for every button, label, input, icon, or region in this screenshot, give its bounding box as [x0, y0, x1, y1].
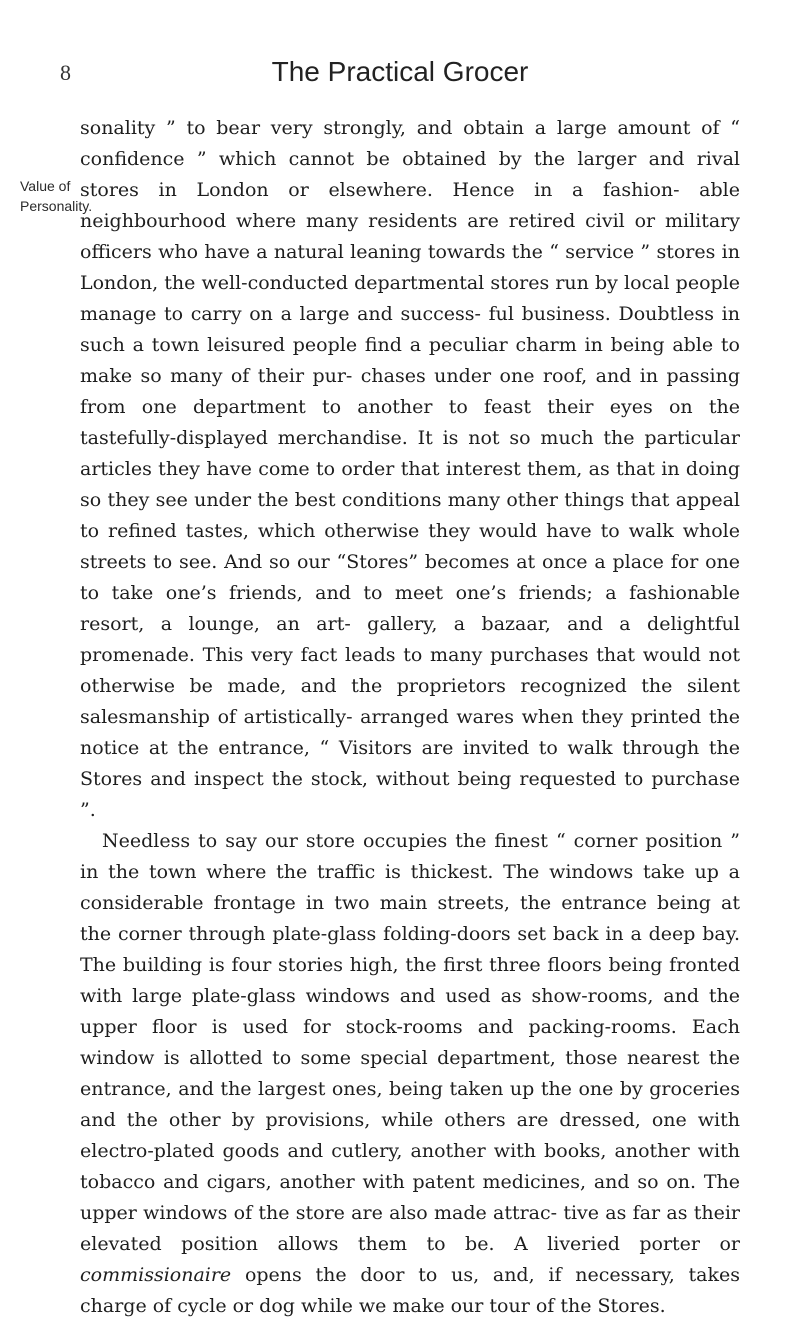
paragraph-2-text-b: opens the door to us, and, if necessary, takes charge of cycle or dog while we make our tour of the Stores.	[80, 1264, 740, 1317]
paragraph-1	[80, 113, 740, 826]
paragraph-2	[80, 826, 740, 1322]
paragraph-2-italic: commissionaire	[80, 1264, 232, 1286]
margin-note	[20, 176, 93, 216]
margin-note-line-1: Value of	[20, 178, 71, 194]
running-title: The Practical Grocer	[271, 56, 529, 87]
body-text	[80, 113, 740, 1322]
page-number: 8	[60, 60, 71, 85]
page-header	[0, 56, 800, 96]
paragraph-2-text-a: Needless to say our store occupies the finest “ corner position ” in the town where the traffic is thickest. The windows take up a considerable frontage in two main streets, the entrance being at the corner through plate-glass folding-doors set back in a deep bay. The building is four stories high, the first three floors being fronted with large plate-glass windows and used as show-rooms, and the upper floor is used for stock-rooms and packing-rooms. Each window is allotted to some special department, those nearest the entrance, and the largest ones, being taken up the one by groceries and the other by provisions, while others are dressed, one with electro-plated goods and cutlery, another with books, another with tobacco and cigars, another with patent medicines, and so on. The upper windows of the store are also made attrac- tive as far as their elevated position allows them to be. A liveried porter or	[80, 830, 740, 1255]
paragraph-1-text: sonality ” to bear very strongly, and obtain a large amount of “ confidence ” which cannot be obtained by the larger and rival stores in London or elsewhere. Hence in a fashion- able neighbourhood where many residents are retired civil or military officers who have a natural leaning towards the “ service ” stores in London, the well-conducted departmental stores run by local people manage to carry on a large and success- ful business. Doubtless in such a town leisured people find a peculiar charm in being able to make so many of their pur- chases under one roof, and in passing from one department to another to feast their eyes on the tastefully-displayed merchandise. It is not so much the particular articles they have come to order that interest them, as that in doing so they see under the best conditions many other things that appeal to refined tastes, which otherwise they would have to walk whole streets to see. And so our “Stores” becomes at once a place for one to take one’s friends, and to meet one’s friends; a fashionable resort, a lounge, an art- gallery, a bazaar, and a delightful promenade. This very fact leads to many purchases that would not otherwise be made, and the proprietors recognized the silent salesmanship of artistically- arranged wares when they printed the notice at the entrance, “ Visitors are invited to walk through the Stores and inspect the stock, without being requested to purchase ”.	[80, 117, 740, 821]
margin-note-line-2: Personality.	[20, 198, 93, 214]
